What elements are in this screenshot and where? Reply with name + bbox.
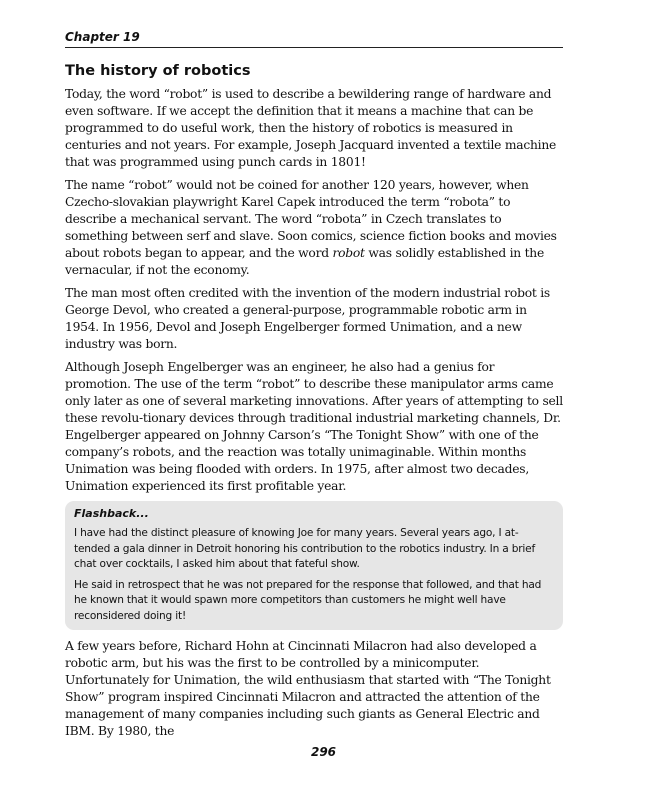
chapter-header: Chapter 19 [65, 29, 563, 48]
paragraph-engelberger: Although Joseph Engelberger was an engineer, he also had a genius for promotion. The use of the term “robot” to describe these manipulator arms came only later as one of several marketing innovations. After years of attempting to sell these revolu-tionary devices through traditional industrial marketing channels, Dr. Engelberger appeared on Johnny Carson’s “The Tonight Show” with one of the company’s robots, and the reaction was totally unimaginable. Within months Unimation was being flooded with orders. In 1975, after almost two decades, Unimation experienced its first profitable year. [65, 360, 563, 493]
sidebar-paragraph-gala: I have had the distinct pleasure of knowing Joe for many years. Several years ago, I at-tended a gala dinner in Detroit honoring his contribution to the robotics industry. In a brief chat over cocktails, I asked him about that fateful show. [74, 527, 535, 570]
section-title: The history of robotics [65, 63, 251, 79]
paragraph-devol: The man most often credited with the invention of the modern industrial robot is George Devol, who created a general-purpose, programmable robotic arm in 1954. In 1956, Devol and Joseph Engelberger formed Unimation, and a new industry was born. [65, 286, 550, 351]
paragraph-capek-start: The name “robot” would not be coined for another 120 years, however, when Czecho-slovakian playwright Karel Capek introduced the term “robota” to describe a mechanical servant. The word “robota” in Czech translates to something between serf and slave. Soon comics, science fiction books and movies about robots began to appear, and the word [65, 178, 557, 260]
paragraph-jacquard: Today, the word “robot” is used to describe a bewildering range of hardware and even software. If we accept the definition that it means a machine that can be programmed to do useful work, then the history of robotics is measured in centuries and not years. For example, Joseph Jacquard invented a textile machine that was programmed using punch cards in 1801! [65, 87, 557, 169]
paragraph-hohn: A few years before, Richard Hohn at Cincinnati Milacron had also developed a robotic arm, but his was the first to be controlled by a minicomputer. Unfortunately for Unimation, the wild enthusiasm that started with “The Tonight Show” program inspired Cincinnati Milacron and attracted the attention of the management of many companies including such giants as General Electric and IBM. By 1980, the [65, 639, 551, 738]
paragraph-capek-end: was solidly established in the vernacular, if not the economy. [65, 246, 544, 277]
paragraph-capek [65, 177, 563, 279]
flashback-sidebar [65, 501, 563, 630]
robot-emphasis: robot [332, 246, 365, 260]
sidebar-paragraph-retrospect: He said in retrospect that he was not prepared for the response that followed, and that had he known that it would spawn more competitors than customers he might well have reconsidered doing it! [74, 578, 542, 622]
page-content [65, 29, 563, 746]
sidebar-title: Flashback... [74, 507, 149, 520]
page-number: 296 [310, 745, 337, 759]
